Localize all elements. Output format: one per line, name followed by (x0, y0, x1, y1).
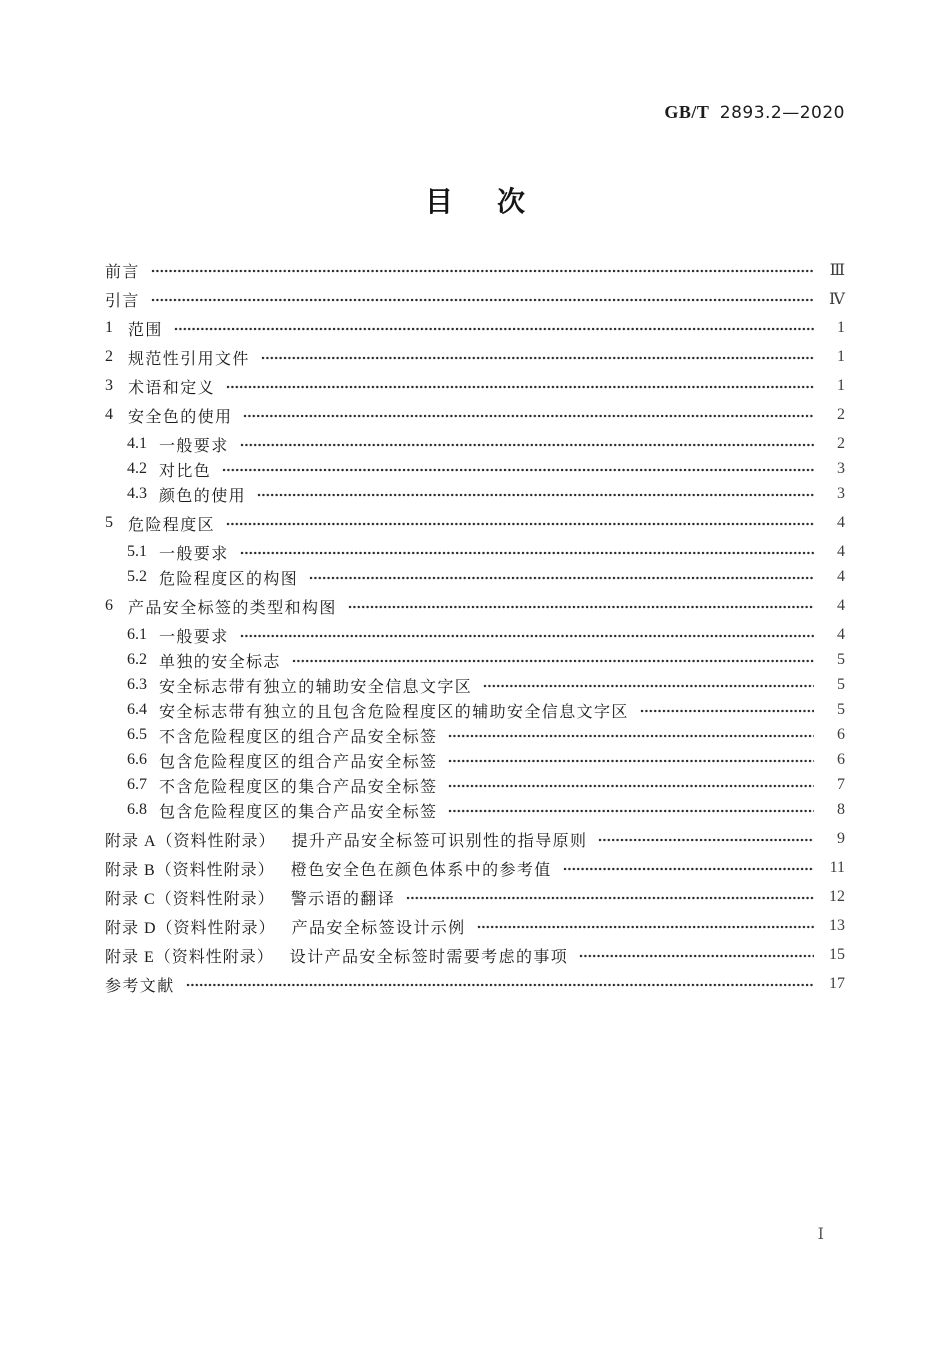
toc-entry-label: 对比色 (159, 462, 212, 480)
toc-entry (105, 404, 845, 426)
leader-dots (348, 605, 814, 609)
toc-entry-label: 引言 (105, 292, 140, 310)
toc-entry-page: 11 (829, 859, 845, 876)
toc-entry-number: 5 (105, 514, 113, 531)
toc-entry-label: 警示语的翻译 (290, 890, 396, 908)
toc-entry-label: 不含危险程度区的集合产品安全标签 (159, 778, 438, 796)
toc-entry-page: 4 (837, 597, 845, 614)
toc-entry (105, 483, 845, 505)
toc-entry (105, 724, 845, 746)
toc-entry (105, 944, 845, 966)
toc-entry-page: 6 (837, 726, 845, 743)
toc-entry (105, 973, 845, 995)
toc-entry-label: 一般要求 (159, 628, 229, 646)
toc-entry-page: Ⅳ (829, 291, 845, 308)
toc-entry-label: 范围 (128, 321, 163, 339)
toc-entry (105, 624, 845, 646)
page-title (0, 180, 950, 220)
toc-entry-label: 橙色安全色在颜色体系中的参考值 (290, 861, 552, 879)
toc-entry (105, 566, 845, 588)
toc-list (105, 259, 845, 1002)
leader-dots (174, 327, 814, 331)
toc-entry (105, 512, 845, 534)
toc-entry-appendix-prefix: 附录 E（资料性附录） (105, 948, 274, 966)
leader-dots (448, 784, 814, 788)
page-number-footer: Ⅰ (817, 1226, 824, 1243)
toc-entry-page: 2 (837, 435, 845, 452)
toc-entry-page: 3 (837, 485, 845, 502)
leader-dots (640, 709, 814, 713)
toc-entry-number: 6 (105, 597, 113, 614)
toc-entry-label: 产品安全标签设计示例 (291, 919, 466, 937)
leader-dots (240, 443, 814, 447)
toc-entry (105, 699, 845, 721)
toc-entry-page: 1 (837, 319, 845, 336)
toc-entry-label: 安全色的使用 (128, 408, 233, 426)
leader-dots (186, 983, 814, 987)
toc-entry (105, 649, 845, 671)
leader-dots (226, 385, 814, 389)
toc-entry-number: 6.6 (127, 751, 147, 768)
toc-entry-appendix-prefix: 附录 B（资料性附录） (105, 861, 275, 879)
toc-entry-appendix-prefix: 附录 A（资料性附录） (105, 832, 276, 850)
leader-dots (477, 925, 814, 929)
toc-entry-page: 13 (829, 917, 845, 934)
toc-entry-label: 一般要求 (159, 545, 229, 563)
toc-entry (105, 541, 845, 563)
toc-entry-number: 6.1 (127, 626, 147, 643)
toc-entry (105, 458, 845, 480)
toc-entry-label: 一般要求 (159, 437, 229, 455)
toc-entry-label: 产品安全标签的类型和构图 (128, 599, 337, 617)
toc-entry-number: 6.8 (127, 801, 147, 818)
toc-entry (105, 595, 845, 617)
toc-entry-number: 4.3 (127, 485, 147, 502)
toc-entry-number: 1 (105, 319, 113, 336)
leader-dots (598, 838, 814, 842)
toc-entry-number: 5.1 (127, 543, 147, 560)
leader-dots (448, 734, 814, 738)
leader-dots (292, 659, 814, 663)
toc-entry-label: 提升产品安全标签可识别性的指导原则 (291, 832, 588, 850)
toc-entry (105, 288, 845, 310)
toc-entry-page: 8 (837, 801, 845, 818)
toc-entry-number: 3 (105, 377, 113, 394)
toc-entry-page: 4 (837, 514, 845, 531)
toc-entry-page: 4 (837, 568, 845, 585)
leader-dots (257, 493, 814, 497)
toc-entry-number: 2 (105, 348, 113, 365)
toc-entry-page: 5 (837, 676, 845, 693)
toc-entry (105, 674, 845, 696)
toc-entry-number: 6.3 (127, 676, 147, 693)
toc-entry-page: 7 (837, 776, 845, 793)
toc-entry-label: 设计产品安全标签时需要考虑的事项 (289, 948, 569, 966)
toc-entry (105, 375, 845, 397)
toc-entry-label: 单独的安全标志 (159, 653, 281, 671)
leader-dots (448, 759, 814, 763)
toc-entry-label: 包含危险程度区的集合产品安全标签 (159, 803, 438, 821)
toc-entry (105, 317, 845, 339)
toc-entry (105, 346, 845, 368)
toc-entry-label: 危险程度区 (128, 516, 216, 534)
toc-entry-page: 2 (837, 406, 845, 423)
toc-entry-label: 安全标志带有独立的辅助安全信息文字区 (159, 678, 473, 696)
toc-entry-label: 术语和定义 (128, 379, 216, 397)
toc-entry (105, 433, 845, 455)
toc-entry (105, 259, 845, 281)
toc-entry-page: 9 (837, 830, 845, 847)
leader-dots (151, 298, 814, 302)
toc-entry-label: 危险程度区的构图 (159, 570, 299, 588)
leader-dots (579, 954, 814, 958)
toc-entry-number: 6.4 (127, 701, 147, 718)
leader-dots (240, 634, 814, 638)
toc-entry-page: 12 (829, 888, 845, 905)
page-title-text: 目次 (424, 187, 569, 218)
toc-entry (105, 774, 845, 796)
toc-entry-page: 5 (837, 701, 845, 718)
leader-dots (483, 684, 814, 688)
toc-entry-label: 安全标志带有独立的且包含危险程度区的辅助安全信息文字区 (159, 703, 629, 721)
toc-entry-page: Ⅲ (829, 262, 845, 279)
toc-entry-number: 6.2 (127, 651, 147, 668)
toc-entry-page: 6 (837, 751, 845, 768)
leader-dots (151, 269, 814, 273)
toc-entry-page: 1 (837, 377, 845, 394)
toc-entry-page: 3 (837, 460, 845, 477)
standard-code (664, 102, 845, 123)
toc-entry-page: 17 (829, 975, 845, 992)
leader-dots (448, 809, 814, 813)
leader-dots (261, 356, 814, 360)
leader-dots (406, 896, 814, 900)
toc-entry-appendix-prefix: 附录 C（资料性附录） (105, 890, 275, 908)
toc-entry-number: 4.2 (127, 460, 147, 477)
leader-dots (243, 414, 814, 418)
toc-entry (105, 749, 845, 771)
toc-entry-page: 4 (837, 543, 845, 560)
toc-entry-number: 4 (105, 406, 113, 423)
toc-entry-number: 6.5 (127, 726, 147, 743)
toc-entry-label: 参考文献 (105, 977, 175, 995)
toc-entry-number: 6.7 (127, 776, 147, 793)
leader-dots (226, 522, 814, 526)
toc-entry (105, 857, 845, 879)
toc-entry-label: 规范性引用文件 (128, 350, 250, 368)
toc-entry-appendix-prefix: 附录 D（资料性附录） (105, 919, 276, 937)
standard-code-prefix: GB/T (664, 102, 710, 122)
toc-entry-label: 包含危险程度区的组合产品安全标签 (159, 753, 438, 771)
toc-entry (105, 886, 845, 908)
toc-entry-label: 不含危险程度区的组合产品安全标签 (159, 728, 438, 746)
leader-dots (240, 551, 814, 555)
leader-dots (309, 576, 814, 580)
toc-entry-number: 5.2 (127, 568, 147, 585)
toc-entry (105, 915, 845, 937)
toc-entry-page: 4 (837, 626, 845, 643)
toc-entry-number: 4.1 (127, 435, 147, 452)
toc-entry (105, 799, 845, 821)
toc-entry-label: 前言 (105, 263, 140, 281)
leader-dots (563, 867, 814, 871)
toc-entry (105, 828, 845, 850)
toc-entry-page: 5 (837, 651, 845, 668)
toc-entry-page: 15 (829, 946, 845, 963)
standard-code-number: 2893.2—2020 (719, 103, 845, 123)
toc-entry-label: 颜色的使用 (159, 487, 247, 505)
leader-dots (222, 468, 814, 472)
toc-entry-page: 1 (837, 348, 845, 365)
